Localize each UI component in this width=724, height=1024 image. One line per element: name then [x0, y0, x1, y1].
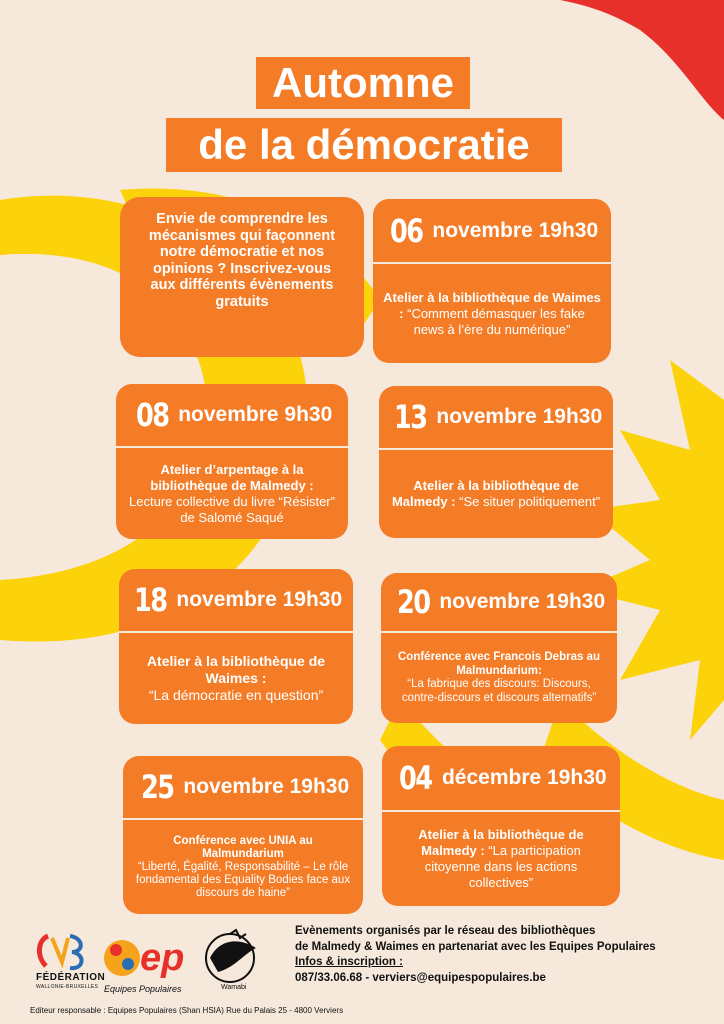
red-blob	[560, 0, 724, 120]
event-day: 20	[396, 583, 430, 621]
event-title: Atelier d’arpentage à la bibliothèque de Malmedy :	[150, 461, 314, 493]
event-date	[373, 199, 611, 262]
event-day: 06	[389, 211, 423, 250]
event-day: 08	[135, 396, 169, 434]
editor-line: Editeur responsable : Equipes Populaires (Shan HSIA) Rue du Palais 25 - 4800 Verviers	[30, 1006, 344, 1015]
intro-text: Envie de comprendre les mécanismes qui façonnent notre démocratie et nos opinions ? Inscrivez-vous aux différents évènements gratuits	[120, 197, 364, 357]
event-card-06	[373, 199, 611, 363]
event-title: Atelier à la bibliothèque de Malmedy :	[418, 827, 584, 858]
event-title: Conférence avec UNIA au Malmundarium	[173, 834, 313, 860]
event-title: Conférence avec Francois Debras au Malmundarium:	[398, 651, 600, 677]
event-desc: Lecture collective du livre “Résister” de Salomé Saqué	[129, 493, 335, 525]
event-details	[373, 264, 611, 363]
event-day: 25	[140, 768, 174, 806]
event-title: Atelier à la bibliothèque de Waimes :	[383, 289, 601, 321]
ep-sublabel: Equipes Populaires	[104, 984, 182, 994]
wamabi-logo	[200, 928, 266, 986]
event-card-20	[381, 573, 617, 723]
wamabi-label: Wamabi	[221, 984, 247, 991]
event-desc: “La fabrique des discours: Discours, contre-discours et discours alternatifs”	[401, 678, 597, 704]
event-desc: “Se situer politiquement”	[459, 494, 601, 509]
event-title: Atelier à la bibliothèque de Waimes :	[146, 653, 326, 686]
footer-info	[295, 924, 715, 986]
event-card-13	[379, 386, 613, 538]
fwb-logo	[34, 932, 86, 972]
title-line-1: Automne	[256, 57, 470, 109]
event-when: novembre 19h30	[176, 588, 343, 611]
event-title: Atelier à la bibliothèque de Malmedy :	[391, 478, 579, 509]
ep-logo	[100, 930, 200, 986]
footer-infos-heading: Infos & inscription :	[295, 956, 403, 968]
event-card-08	[116, 384, 348, 539]
event-date	[382, 746, 620, 810]
event-day: 18	[133, 581, 167, 619]
event-desc: “Liberté, Égalité, Responsabilité – Le rôle fondamental des Equality Bodies face aux discours de haine”	[135, 860, 351, 899]
event-date	[123, 756, 363, 818]
event-desc: “La démocratie en question”	[148, 687, 324, 703]
event-card-04	[382, 746, 620, 906]
fwb-label: FÉDÉRATION	[36, 972, 106, 983]
event-date	[381, 573, 617, 631]
event-date	[119, 569, 353, 631]
event-when: novembre 19h30	[432, 218, 599, 242]
ep-logo-text: ep	[140, 937, 185, 979]
event-day: 04	[399, 759, 432, 797]
event-desc: “La participation citoyenne dans les actions collectives”	[424, 843, 581, 890]
event-date	[116, 384, 348, 446]
footer-line-2: de Malmedy & Waimes en partenariat avec les Equipes Populaires	[295, 940, 656, 953]
event-card-25	[123, 756, 363, 914]
event-details	[381, 633, 617, 723]
event-details	[123, 820, 363, 914]
event-when: novembre 19h30	[439, 590, 606, 613]
event-details	[379, 450, 613, 538]
event-when: décembre 19h30	[441, 766, 607, 789]
event-desc: “Comment démasquer les fake news à l’ère du numérique”	[407, 305, 585, 337]
event-details	[119, 633, 353, 724]
event-date	[379, 386, 613, 448]
event-when: novembre 19h30	[183, 775, 350, 798]
event-details	[116, 448, 348, 539]
event-when: novembre 19h30	[436, 405, 603, 428]
event-day: 13	[393, 398, 427, 436]
event-when: novembre 9h30	[178, 403, 333, 426]
footer-line-1: Evènements organisés par le réseau des bibliothèques	[295, 925, 596, 937]
title-line-2: de la démocratie	[166, 118, 562, 172]
fwb-sublabel: WALLONIE-BRUXELLES	[36, 984, 99, 990]
event-card-18	[119, 569, 353, 724]
footer-contact: 087/33.06.68 - verviers@equipespopulaires.be	[295, 971, 546, 984]
event-details	[382, 812, 620, 906]
